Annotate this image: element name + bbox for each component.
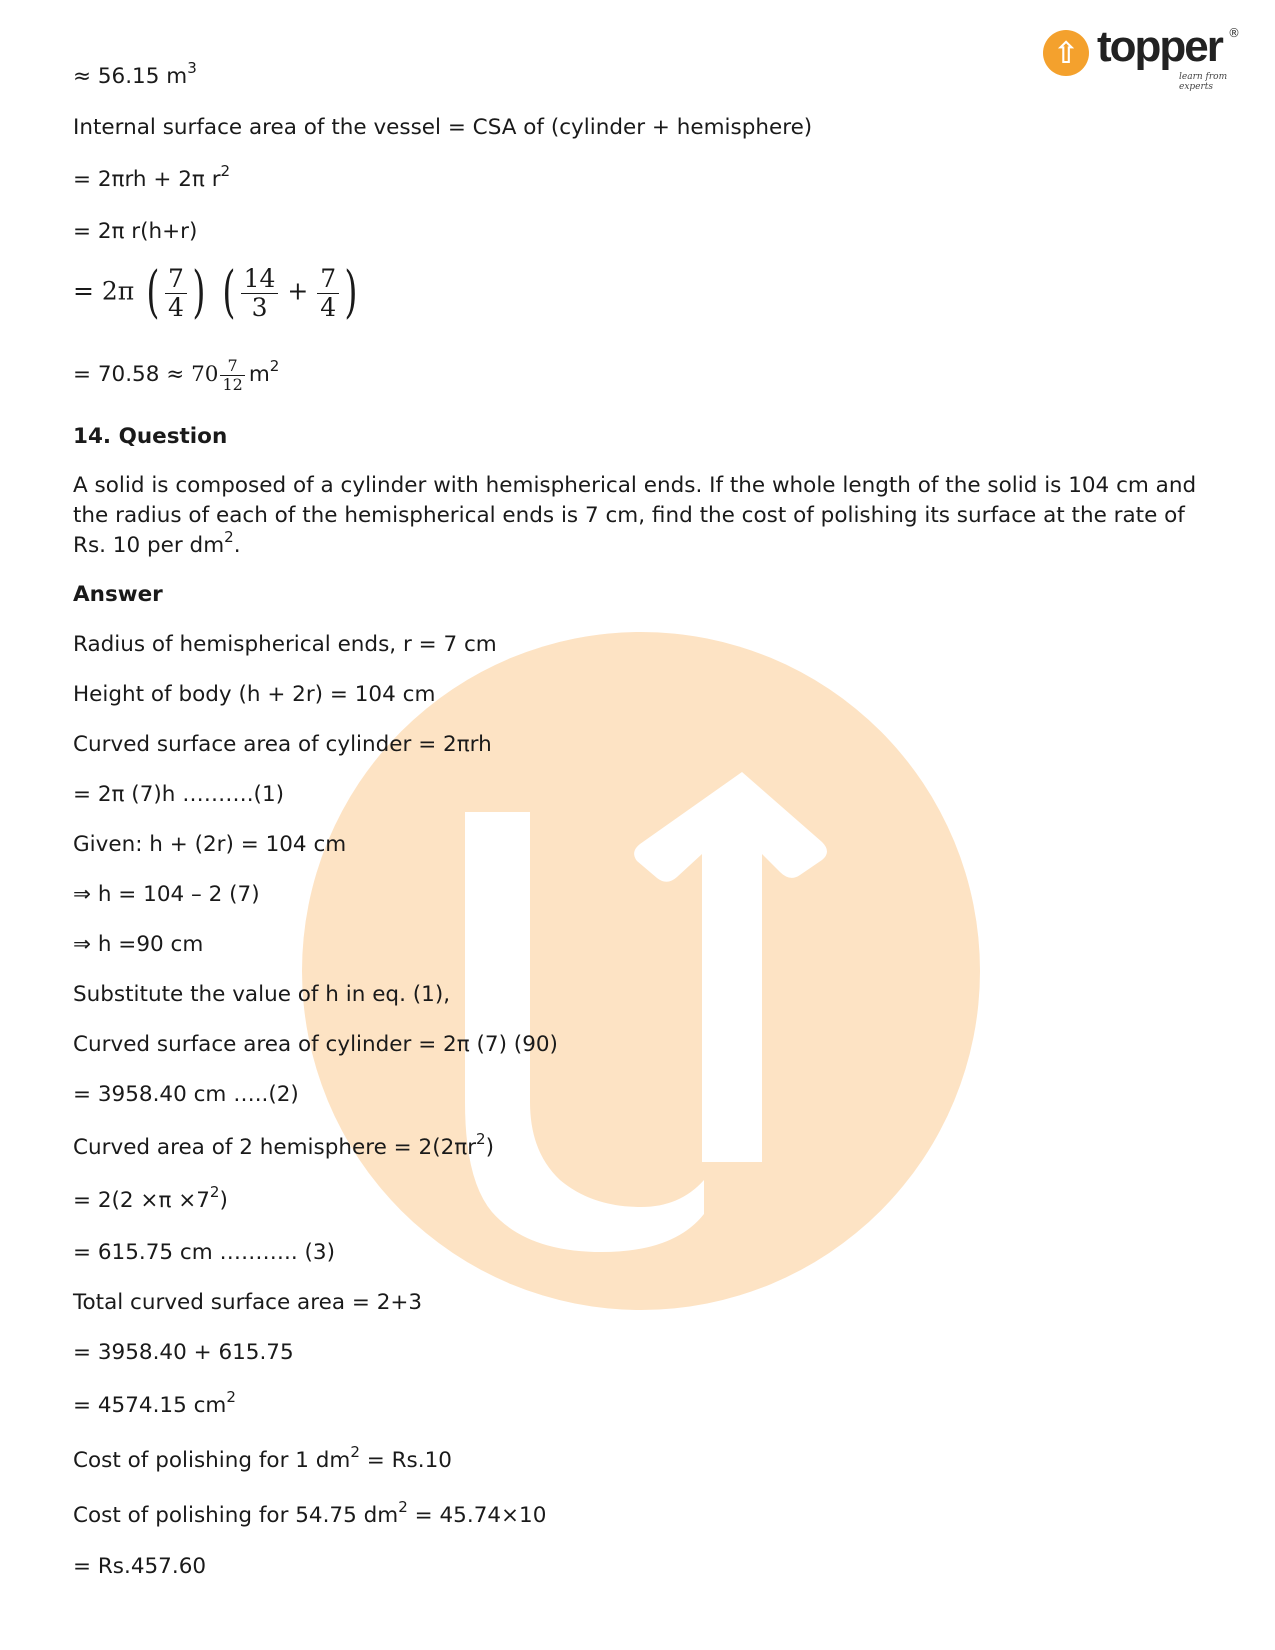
u-arrow-icon: ⇧ bbox=[1043, 30, 1089, 76]
answer-line: Radius of hemispherical ends, r = 7 cm bbox=[73, 632, 497, 657]
answer-line: Substitute the value of h in eq. (1), bbox=[73, 982, 451, 1007]
logo-wordmark: topper bbox=[1097, 22, 1222, 71]
answer-line: Curved area of 2 hemisphere = $2(2\pi r^2)$ bbox=[73, 1129, 495, 1160]
prev-internal-area-heading: Internal surface area of the vessel = CSA of (cylinder + hemisphere) bbox=[73, 115, 813, 140]
answer-line: Cost of polishing for 54.75 $dm^2 = 45.74\times 10$ bbox=[73, 1497, 547, 1528]
answer-line: = $2(2 \times\pi \times 7^2)$ bbox=[73, 1182, 228, 1213]
answer-line: Curved surface area of cylinder = 2π (7) (90) bbox=[73, 1032, 558, 1057]
prev-final-area: = 70.58 ≈ 70 $\frac{7}{12}$ $m^2$ bbox=[73, 356, 280, 394]
answer-line: Height of body (h + 2r) = 104 cm bbox=[73, 682, 436, 707]
question-body: A solid is composed of a cylinder with hemispherical ends. If the whole length of the solid is 104 cm and the radius of each of the hemispherical ends is 7 cm, find the cost of polishing its surface at the rate of Rs. 10 per $dm^2$. bbox=[73, 473, 1197, 558]
prev-fraction-equation: = 2π ( $\frac{7}{4}$ ) ( $\frac{14}{3}$ + $\frac{7}{4}$ ) bbox=[73, 260, 358, 325]
answer-line: ⇒ h = 104 – 2 (7) bbox=[73, 882, 260, 907]
answer-line: Curved surface area of cylinder = 2πrh bbox=[73, 732, 492, 757]
answer-line: = 615.75 cm ……….. (3) bbox=[73, 1240, 335, 1265]
answer-line: ⇒ h =90 cm bbox=[73, 932, 204, 957]
answer-heading: Answer bbox=[73, 582, 163, 607]
topper-logo bbox=[1043, 22, 1243, 92]
prev-formula-line: = 2πrh + 2π $r^2$ bbox=[73, 161, 231, 192]
answer-line: Given: h + (2r) = 104 cm bbox=[73, 832, 347, 857]
answer-final-cost: = Rs.457.60 bbox=[73, 1554, 207, 1579]
answer-line: Cost of polishing for 1 $dm^2 = Rs.10$ bbox=[73, 1442, 452, 1473]
answer-line: Total curved surface area = 2+3 bbox=[73, 1290, 423, 1315]
answer-line: = 3958.40 + 615.75 bbox=[73, 1340, 294, 1365]
answer-line: = 3958.40 cm …..(2) bbox=[73, 1082, 299, 1107]
answer-line: = 4574.15 $cm^2$ bbox=[73, 1387, 236, 1418]
question-heading: 14. Question bbox=[73, 424, 228, 449]
logo-tagline: learn from experts bbox=[1179, 72, 1228, 92]
registered-mark: ® bbox=[1228, 26, 1240, 40]
prev-volume-result: ≈ 56.15 $m^3$ bbox=[73, 58, 197, 89]
answer-line: = 2π (7)h ……….(1) bbox=[73, 782, 285, 807]
prev-factored-line: = 2π r(h+r) bbox=[73, 219, 198, 244]
